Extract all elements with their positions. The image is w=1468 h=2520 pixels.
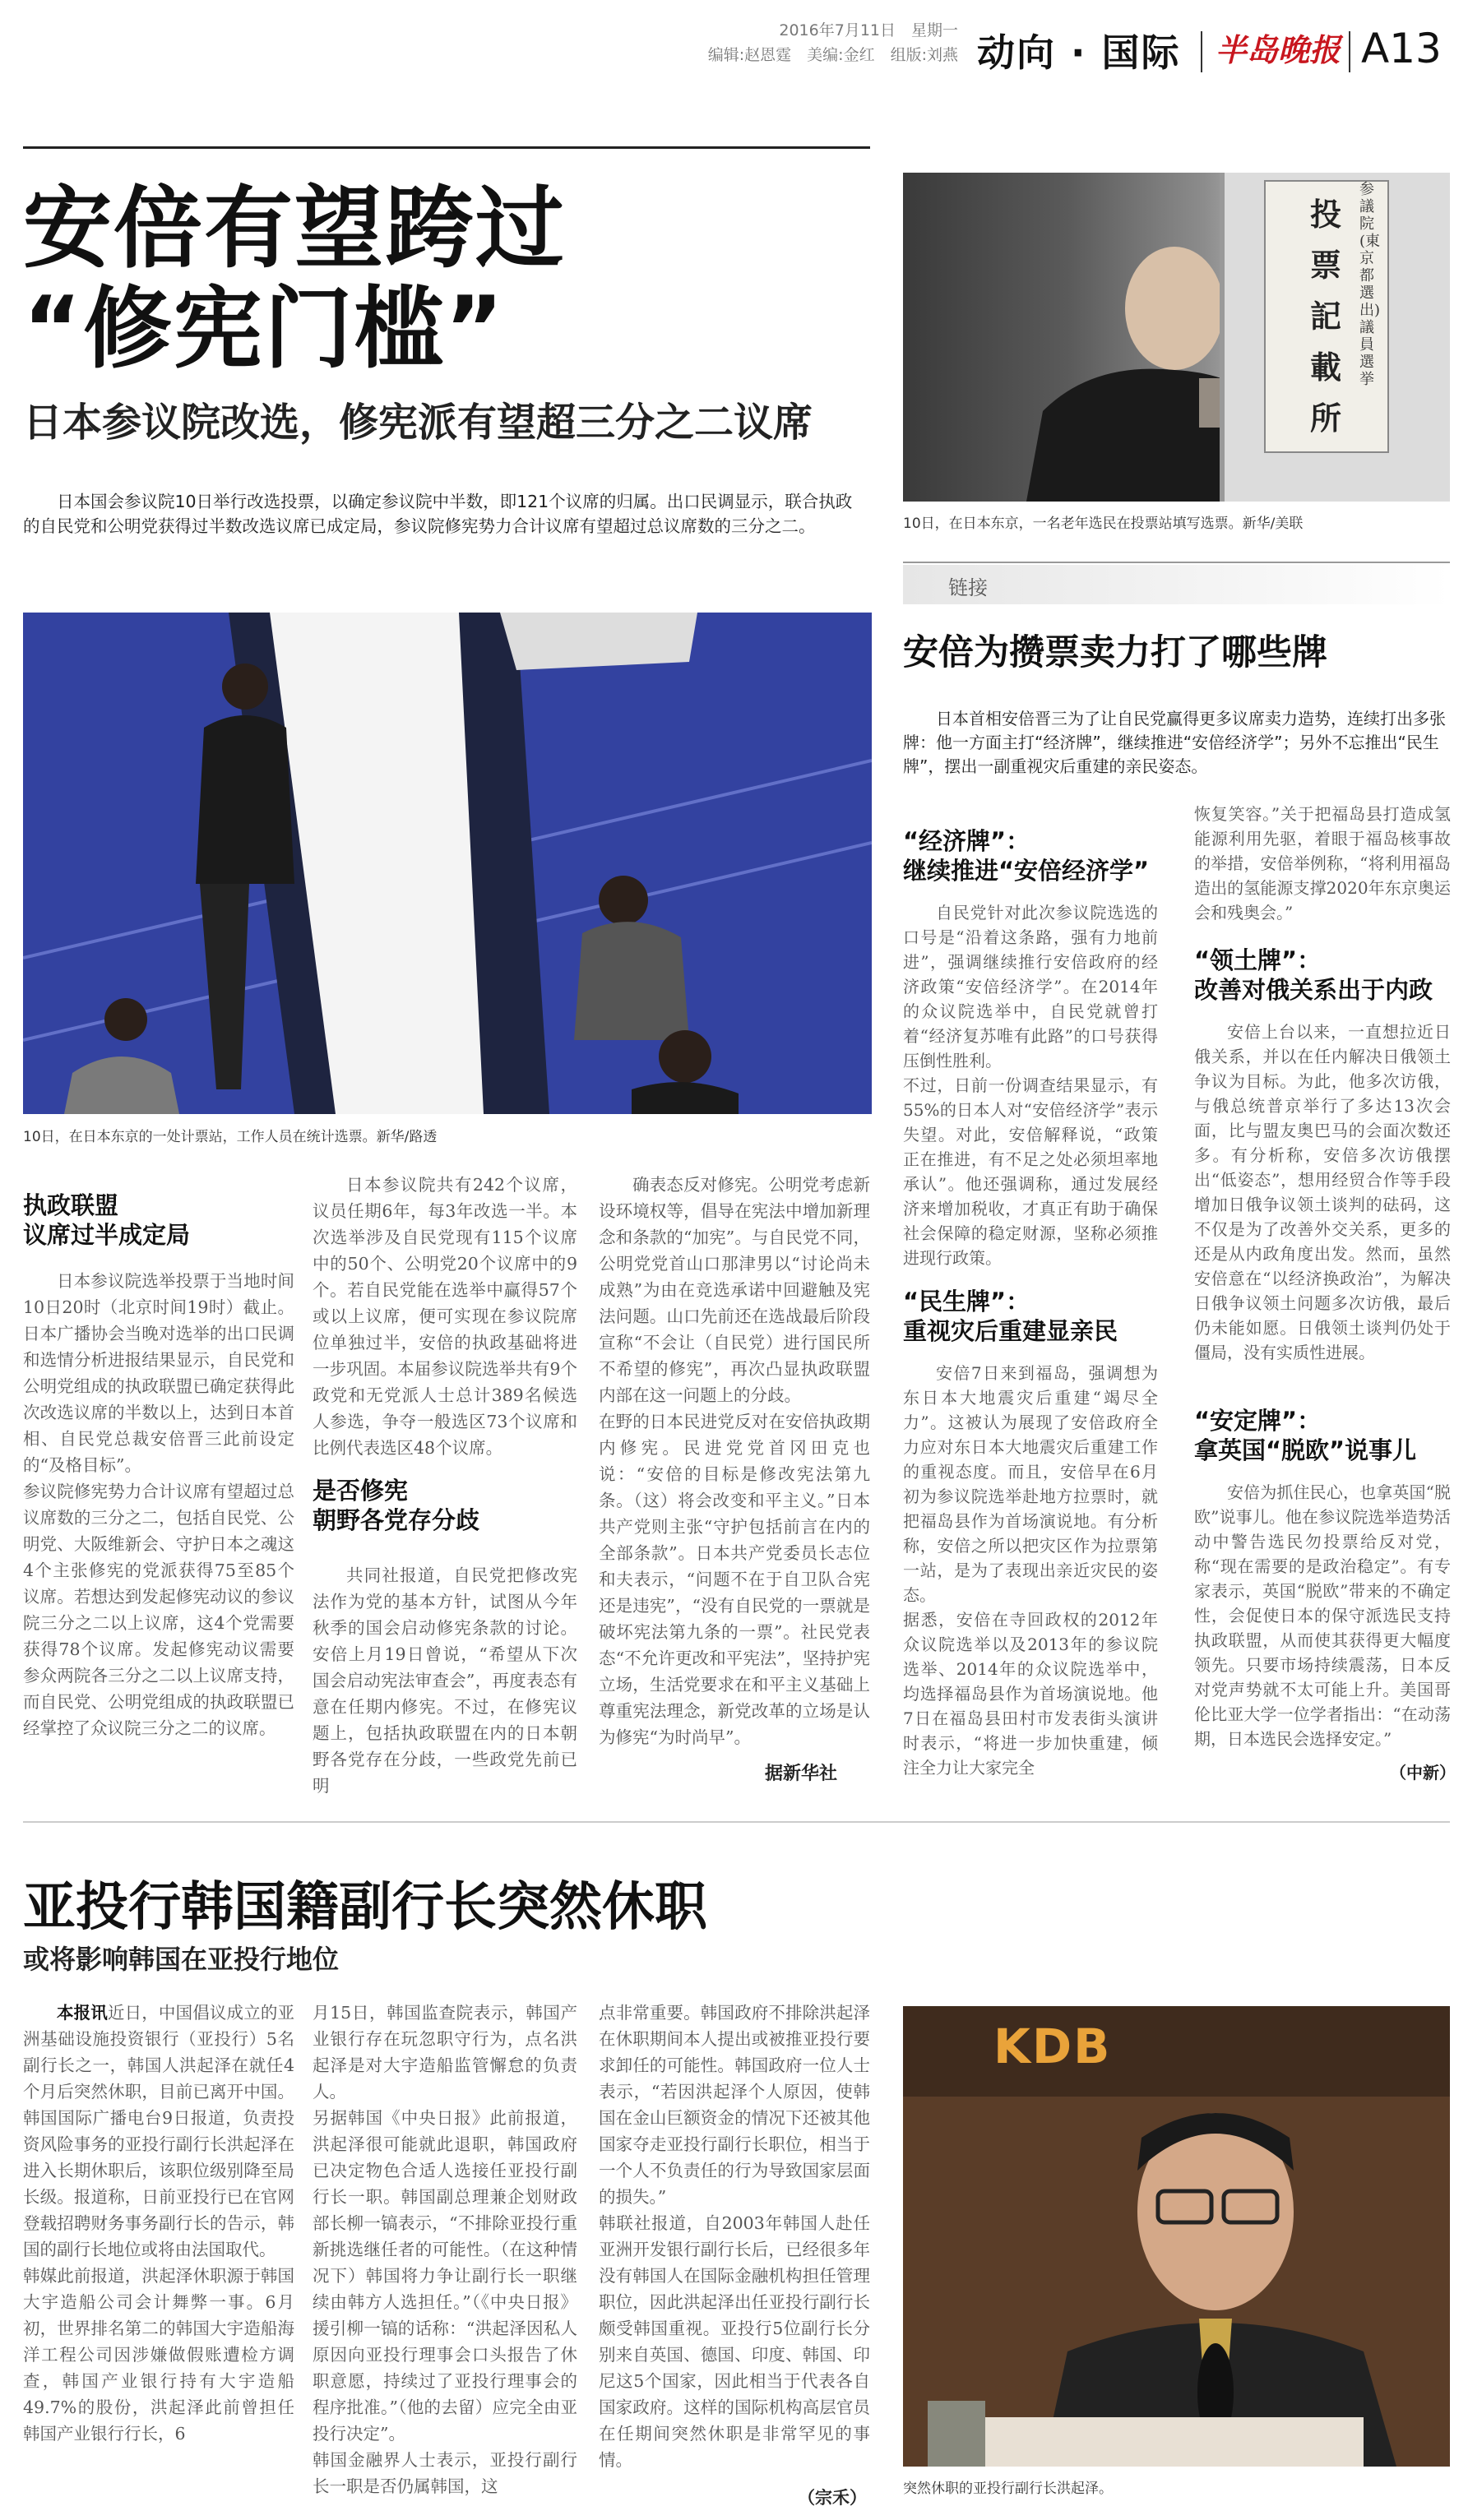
ballot-sign-small-text: 参議院(東京都選出)議員選挙 <box>1359 181 1381 388</box>
article2-subtitle: 或将影响韩国在亚投行地位 <box>23 1944 340 1975</box>
sidebar-link-label: 链接 <box>948 576 988 599</box>
editors-line: 编辑:赵恩霆 美编:金红 组版:刘燕 <box>707 46 958 64</box>
stability-heading: “安定牌”： 拿英国“脱欧”说事儿 <box>1194 1407 1417 1464</box>
col3-text: 确表态反对修宪。公明党考虑新设环境权等，倡导在宪法中增加新理念和条款的“加宪”。与自民党不同，公明党党首山口那津男以“讨论尚未成熟”为由在竞选承诺中回避触及宪法问题。山口先前还在选战最后阶段宣称“不会让（自民党）进行国民所不希望的修宪”，再次凸显执政联盟内部在这一问题上的分歧。 在野的日本民进党反对在安倍执政期内修宪。民进党党首冈田克也说：“安倍的目标是修改宪法第九条。（这）将会改变和平主义。”日本共产党则主张“守护包括前言在内的全部条款”。日本共产党委员长志位和夫表示，“问题不在于自卫队合宪还是违宪”，“没有自民党的一票就是破坏宪法第九条的一票”。社民党表态“不允许更改和平宪法”，坚持护宪立场，生活党要求在和平主义基础上尊重宪法理念，新党改革的立场是认为修宪“为时尚早”。 <box>599 1175 870 1747</box>
territory-heading: “领土牌”： 改善对俄关系出于内政 <box>1194 946 1433 1004</box>
col1-heading: 执政联盟 议席过半成定局 <box>23 1191 191 1249</box>
article2-byline: 本报讯 <box>57 2003 108 2023</box>
article2-col3-text: 点非常重要。韩国政府不排除洪起泽在休职期间本人提出或被推亚投行要求卸任的可能性。韩国政府一位人士表示，“若因洪起泽个人原因，使韩国在金山巨额资金的情况下还被其他国家夺走亚投行副行长职位，相当于一个人不负责任的行为导致国家层面的损失。” 韩联社报道，自2003年韩国人赴任亚洲开发银行副行长后，已经很多年没有韩国人在国际金融机构担任管理职位，因此洪起泽出任亚投行副行长颇受韩国重视。亚投行5位副行长分别来自英国、德国、印度、韩国、印尼这5个国家，因此相当于代表各自国家政府。这样的国际机构高层官员在任期间突然休职是非常罕见的事情。 <box>599 2003 870 2470</box>
territory-text: 安倍上台以来，一直想拉近日俄关系，并以在任内解决日俄领土争议为目标。为此，他多次访俄，与俄总统普京举行了多达13次会面，比与盟友奥巴马的会面次数还多。有分析称，安倍多次访俄摆出“低姿态”，想用经贸合作等手段增加日俄争议领土谈判的砝码，这不仅是为了改善外交关系，更多的还是从内政角度出发。然而，虽然安倍意在“以经济换政治”，为解决日俄争议领土问题多次访俄，最后仍未能如愿。日俄领土谈判仍处于僵局，没有实质性进展。 <box>1194 1022 1451 1362</box>
section-title: 动向 · 国际 <box>977 30 1181 75</box>
col2-text-b: 共同社报道，自民党把修改宪法作为党的基本方针，试图从今年秋季的国会启动修宪条款的讨论。安倍上月19日曾说，“希望从下次国会启动宪法审查会”，再度表态有意在任期内修宪。不过，在修宪议题上，包括执政联盟在内的日本朝野各党存在分歧，一些政党先前已明 <box>313 1565 577 1796</box>
article2-col2-text: 月15日，韩国监查院表示，韩国产业银行存在玩忽职守行为，点名洪起泽是对大宇造船监管懈怠的负责人。 另据韩国《中央日报》此前报道，洪起泽很可能就此退职，韩国政府已决定物色合适人选接任亚投行副行长一职。韩国副总理兼企划财政部长柳一镐表示，“不排除亚投行重新挑选继任者的可能性。（在这种情况下）韩国将力争让副行长一职继续由韩方人选担任。”（《中央日报》援引柳一镐的话称：“洪起泽因私人原因向亚投行理事会口头报告了休职意愿，持续过了亚投行理事会的程序批准。”（他的去留）应完全由亚投行决定”。 韩国金融界人士表示，亚投行副行长一职是否仍属韩国，这 <box>313 2003 577 2496</box>
article1-subtitle: 日本参议院改选，修宪派有望超三分之二议席 <box>23 400 813 446</box>
photo-ballot-caption: 10日，在日本东京，一名老年选民在投票站填写选票。新华/美联 <box>903 516 1304 532</box>
article2-source: （宗禾） <box>798 2488 867 2508</box>
photo-hong-kitaek <box>903 2006 1450 2467</box>
sidebar-rule <box>903 562 1450 563</box>
econ-text: 自民党针对此次参议院选选的口号是“沿着这条路，强有力地前进”，强调继续推行安倍政府的经济政策“安倍经济学”。在2014年的众议院选举中，自民党就曾打着“经济复苏唯有此路”的口号获得压倒性胜利。 不过，日前一份调查结果显示，有55%的日本人对“安倍经济学”表示失望。对此，安倍解释说，“政策正在推进，有不足之处必须坦率地承认”。他还强调称，通过发展经济来增加税收，才真正有助于确保社会保障的稳定财源，坚称必须推进现行政策。 <box>903 903 1158 1268</box>
article2-col1 <box>23 2000 294 2447</box>
article2-headline: 亚投行韩国籍副行长突然休职 <box>23 1877 707 1938</box>
photo-vote-count <box>23 613 872 1114</box>
page-number: A13 <box>1361 25 1442 72</box>
col2-heading: 是否修宪 朝野各党存分歧 <box>313 1477 480 1534</box>
livelihood-heading: “民生牌”： 重视灾后重建显亲民 <box>903 1288 1118 1345</box>
article2-photo-caption: 突然休职的亚投行副行长洪起泽。 <box>903 2481 1113 2497</box>
newspaper-logo: 半岛晚报 <box>1216 31 1341 68</box>
header-meta <box>625 18 958 67</box>
article1-headline <box>23 179 878 380</box>
col1-text: 日本参议院选举投票于当地时间10日20时（北京时间19时）截止。日本广播协会当晚对选举的出口民调和选情分析进报结果显示，自民党和公明党组成的执政联盟已确定获得此次改选议席的半数以上，达到日本首相、自民党总裁安倍晋三此前设定的“及格目标”。 参议院修宪势力合计议席有望超过总议席数的三分之二，包括自民党、公明党、大阪维新会、守护日本之魂这4个主张修宪的党派获得75至85个议席。若想达到发起修宪动议的参议院三分之二以上议席，这4个党需要获得78个议席。发起修宪动议需要参众两院各三分之二以上议席支持，而自民党、公明党组成的执政联盟已经掌控了众议院三分之二的议席。 <box>23 1271 294 1738</box>
article2-col1-text: 近日，中国倡议成立的亚洲基础设施投资银行（亚投行）5名副行长之一，韩国人洪起泽在就任4个月后突然休职，目前已离开中国。韩国国际广播电台9日报道，负责投资风险事务的亚投行副行长洪起泽在进入长期休职后，该职位级别降至局长级。报道称，日前亚投行已在官网登载招聘财务事务副行长的告示，韩国的副行长地位或将由法国取代。 韩媒此前报道，洪起泽休职源于韩国大宇造船公司会计舞弊一事。6月初，世界排名第二的韩国大宇造船海洋工程公司因涉嫌做假账遭检方调查，韩国产业银行持有大宇造船49.7%的股份，洪起泽此前曾担任韩国产业银行行长，6 <box>23 2003 295 2444</box>
sidebar-lead: 日本首相安倍晋三为了让自民党赢得更多议席卖力造势，连续打出多张牌：他一方面主打“经济牌”，继续推进“安倍经济学”；另外不忘推出“民生牌”，摆出一副重视灾后重建的亲民姿态。 <box>903 709 1446 776</box>
col-b-text: 恢复笑容。”关于把福岛县打造成氢能源利用先驱，着眼于福岛核事故的举措，安倍举例称，“将利用福岛造出的氢能源支撑2020年东京奥运会和残奥会。” <box>1194 804 1451 922</box>
sidebar-source: （中新） <box>1390 1763 1456 1782</box>
ballot-sign-text: 投票記載所 <box>1310 196 1342 437</box>
econ-heading: “经济牌”： 继续推进“安倍经济学” <box>903 827 1150 885</box>
portrait-scene <box>903 2006 1450 2467</box>
col2-text-a: 日本参议院共有242个议席，议员任期6年，每3年改选一半。本次选举涉及自民党现有115个议席中的50个、公明党20个议席中的9个。若自民党能在选举中赢得57个或以上议席，便可实现在参议院席位单独过半，安倍的执政基础将进一步巩固。本届参议院选举共有9个政党和无党派人士总计389名候选人参选，争夺一般选区73个议席和比例代表选区48个议席。 <box>313 1175 577 1458</box>
header-divider-1 <box>1201 31 1202 72</box>
header-divider-2 <box>1349 31 1350 72</box>
vote-count-scene <box>23 613 872 1114</box>
kdb-logo: KDB <box>993 2018 1112 2074</box>
stability-text: 安倍为抓住民心，也拿英国“脱欧”说事儿。他在参议院选举造势活动中警告选民勿投票给反对党，称“现在需要的是政治稳定”。有专家表示，英国“脱欧”带来的不确定性，会促使日本的保守派选民支持执政联盟，从而使其获得更大幅度领先。只要市场持续震荡，日本反对党声势就不太可能上升。美国哥伦比亚大学一位学者指出：“在动荡期，日本选民会选择安定。” <box>1194 1482 1451 1749</box>
sidebar-title: 安倍为攒票卖力打了哪些牌 <box>903 632 1327 673</box>
article1-source: 据新华社 <box>765 1764 838 1784</box>
headline-line-1: 安倍有望跨过 <box>23 178 567 280</box>
section-divider <box>23 1821 1450 1823</box>
photo-ballot-booth <box>903 173 1450 502</box>
date-line: 2016年7月11日 星期一 <box>779 21 958 39</box>
top-rule <box>23 146 870 149</box>
article1-lead: 日本国会参议院10日举行改选投票，以确定参议院中半数，即121个议席的归属。出口民调显示，联合执政的自民党和公明党获得过半数改选议席已成定局，参议院修宪势力合计议席有望超过总议席数的三分之二。 <box>23 492 853 536</box>
livelihood-text: 安倍7日来到福岛，强调想为东日本大地震灾后重建“竭尽全力”。这被认为展现了安倍政府全力应对东日本大地震灾后重建工作的重视态度。而且，安倍早在6月初为参议院选举赴地方拉票时，就把福岛县作为首场演说地。有分析称，安倍之所以把灾区作为拉票第一站，是为了表现出亲近灾民的姿态。 据悉，安倍在寺回政权的2012年众议院选举以及2013年的参议院选举、2014年的众议院选举中，均选择福岛县作为首场演说地。他7日在福岛县田村市发表街头演讲时表示，“将进一步加快重建，倾注全力让大家完全 <box>903 1363 1158 1778</box>
photo-count-caption: 10日，在日本东京的一处计票站，工作人员在统计选票。新华/路透 <box>23 1129 438 1145</box>
headline-line-2: “修宪门槛” <box>23 278 505 381</box>
